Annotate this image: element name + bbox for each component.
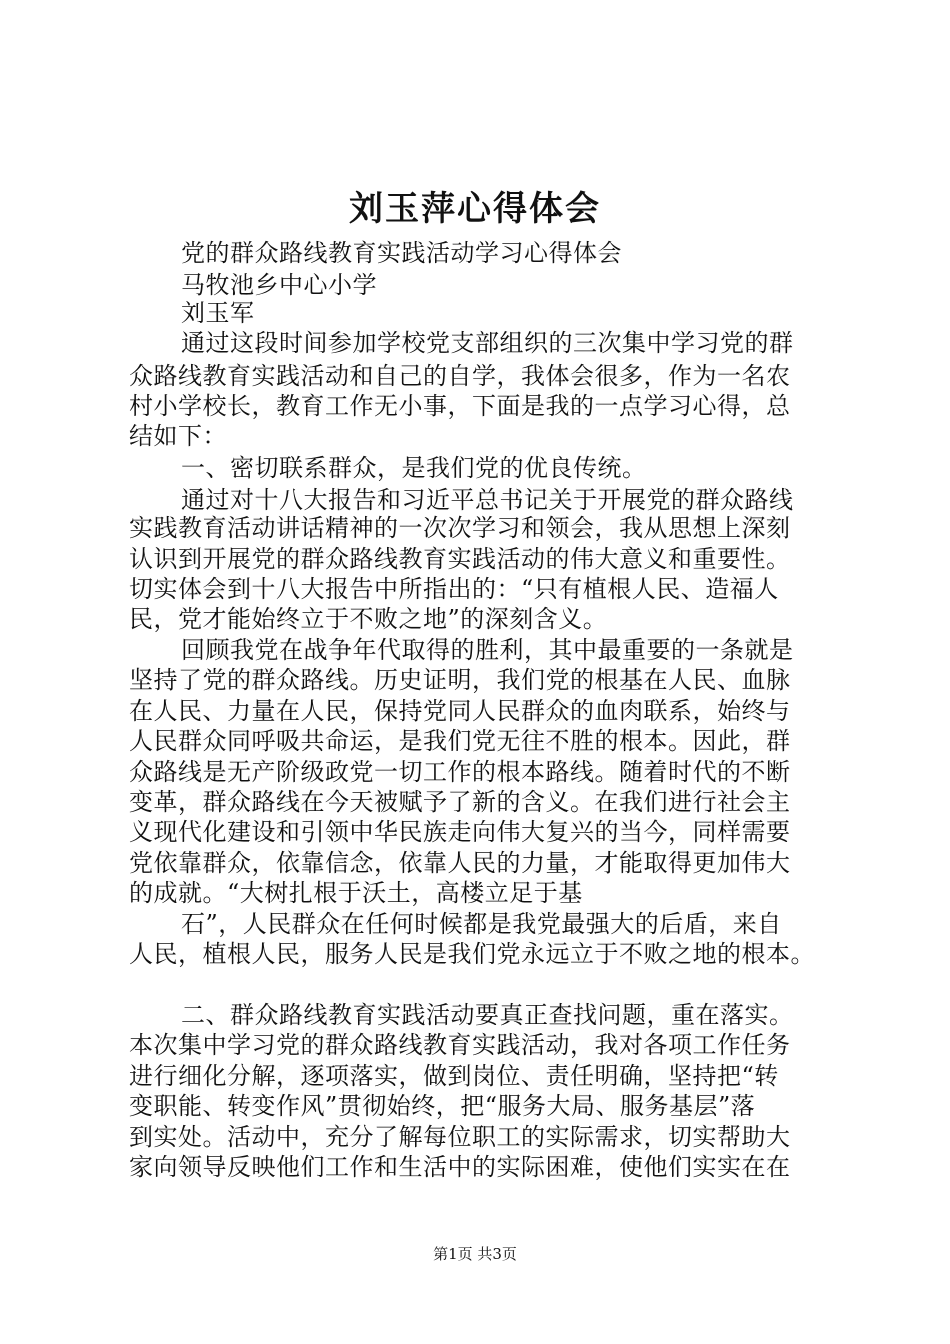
body-line: 通过这段时间参加学校党支部组织的三次集中学习党的群 — [181, 329, 794, 357]
body-line: 党依靠群众，依靠信念，依靠人民的力量，才能取得更加伟大 — [129, 849, 791, 877]
body-line: 刘玉军 — [181, 299, 255, 327]
body-line: 的成就。“大树扎根于沃土，高楼立足于基 — [129, 879, 583, 907]
body-line: 党的群众路线教育实践活动学习心得体会 — [181, 239, 622, 267]
body-line: 家向领导反映他们工作和生活中的实际困难，使他们实实在在 — [129, 1153, 791, 1181]
body-line: 坚持了党的群众路线。历史证明，我们党的根基在人民、血脉 — [129, 666, 791, 694]
body-line: 义现代化建设和引领中华民族走向伟大复兴的当今，同样需要 — [129, 818, 791, 846]
body-line: 变革，群众路线在今天被赋予了新的含义。在我们进行社会主 — [129, 788, 791, 816]
body-line: 实践教育活动讲话精神的一次次学习和领会，我从思想上深刻 — [129, 514, 791, 542]
body-line: 进行细化分解，逐项落实，做到岗位、责任明确，坚持把“转 — [129, 1062, 779, 1090]
body-line: 众路线教育实践活动和自己的自学，我体会很多，作为一名农 — [129, 362, 791, 390]
body-line: 村小学校长，教育工作无小事，下面是我的一点学习心得，总 — [129, 392, 791, 420]
body-line: 一、密切联系群众，是我们党的优良传统。 — [181, 454, 647, 482]
body-line: 人民，植根人民，服务人民是我们党永远立于不败之地的根本。 — [129, 940, 815, 968]
body-line: 认识到开展党的群众路线教育实践活动的伟大意义和重要性。 — [129, 545, 791, 573]
body-line: 众路线是无产阶级政党一切工作的根本路线。随着时代的不断 — [129, 758, 791, 786]
body-line: 变职能、转变作风”贯彻始终，把“服务大局、服务基层”落 — [129, 1092, 756, 1120]
body-line: 马牧池乡中心小学 — [181, 271, 377, 299]
body-line: 切实体会到十八大报告中所指出的：“只有植根人民、造福人 — [129, 575, 779, 603]
document-title: 刘玉萍心得体会 — [349, 189, 601, 229]
body-line: 结如下： — [129, 422, 227, 450]
body-line: 回顾我党在战争年代取得的胜利，其中最重要的一条就是 — [181, 636, 794, 664]
page-number-footer: 第1页 共3页 — [433, 1245, 517, 1263]
body-line: 人民群众同呼吸共命运，是我们党无往不胜的根本。因此，群 — [129, 727, 791, 755]
body-line: 石”，人民群众在任何时候都是我党最强大的后盾，来自 — [181, 910, 782, 938]
body-line: 通过对十八大报告和习近平总书记关于开展党的群众路线 — [181, 486, 794, 514]
body-line: 二、群众路线教育实践活动要真正查找问题，重在落实。 — [181, 1001, 794, 1029]
body-line: 民，党才能始终立于不败之地”的深刻含义。 — [129, 605, 608, 633]
body-line: 本次集中学习党的群众路线教育实践活动，我对各项工作任务 — [129, 1031, 791, 1059]
body-line: 到实处。活动中，充分了解每位职工的实际需求，切实帮助大 — [129, 1123, 791, 1151]
body-line: 在人民、力量在人民，保持党同人民群众的血肉联系，始终与 — [129, 697, 791, 725]
